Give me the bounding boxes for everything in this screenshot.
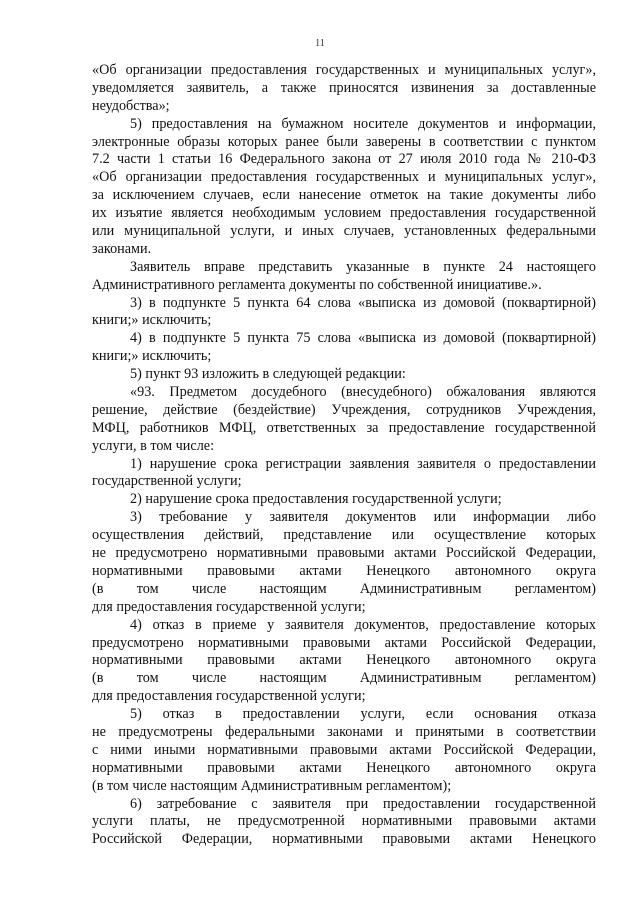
text-line: Административного регламента документы по собственной инициативе.». bbox=[92, 276, 542, 293]
text-line: их изъятие является необходимым условием предоставления государственной bbox=[92, 205, 596, 222]
text-line: книги;» исключить; bbox=[92, 348, 212, 365]
text-line: законами. bbox=[92, 240, 152, 257]
text-line: 5) отказ в предоставлении услуги, если основания отказа bbox=[130, 706, 596, 723]
text-line: нормативными правовыми актами Ненецкого автономного округа bbox=[92, 759, 596, 776]
text-line: государственной услуги; bbox=[92, 473, 242, 490]
text-line: 2) нарушение срока предоставления государственной услуги; bbox=[130, 491, 502, 508]
text-line: (в том числе настоящим Административным регламентом) bbox=[92, 580, 596, 597]
text-line: Заявитель вправе представить указанные в пункте 24 настоящего bbox=[130, 258, 596, 275]
text-line: 7.2 части 1 статьи 16 Федерального закона от 27 июля 2010 года № 210-ФЗ bbox=[92, 151, 596, 168]
text-line: книги;» исключить; bbox=[92, 312, 212, 329]
text-line: 3) требование у заявителя документов или информации либо bbox=[130, 509, 596, 526]
text-line: для предоставления государственной услуги; bbox=[92, 598, 366, 615]
text-line: «93. Предметом досудебного (внесудебного) обжалования являются bbox=[130, 384, 596, 401]
text-line: 1) нарушение срока регистрации заявления заявителя о предоставлении bbox=[130, 455, 596, 472]
text-line: услуги платы, не предусмотренной нормативными правовыми актами bbox=[92, 813, 596, 830]
text-line: услуги, в том числе: bbox=[92, 437, 215, 454]
page-number: 11 bbox=[315, 38, 325, 49]
text-line: осуществления действий, представление или осуществление которых bbox=[92, 527, 596, 544]
text-line: Российской Федерации, нормативными правовыми актами Ненецкого bbox=[92, 831, 596, 848]
text-line: 4) отказ в приеме у заявителя документов, предоставление которых bbox=[130, 616, 596, 633]
text-line: «Об организации предоставления государственных и муниципальных услуг», bbox=[92, 169, 596, 186]
text-line: 5) пункт 93 изложить в следующей редакции: bbox=[130, 366, 406, 383]
text-line: с ними иными нормативными правовыми актами Российской Федерации, bbox=[92, 741, 596, 758]
text-line: уведомляется заявитель, а также приносятся извинения за доставленные bbox=[92, 79, 596, 96]
text-line: 3) в подпункте 5 пункта 64 слова «выписка из домовой (поквартирной) bbox=[130, 294, 596, 311]
text-line: МФЦ, работников МФЦ, ответственных за предоставление государственной bbox=[92, 419, 596, 436]
text-line: решение, действие (бездействие) Учреждения, сотрудников Учреждения, bbox=[92, 401, 596, 418]
text-line: электронные образы которых ранее были заверены в соответствии с пунктом bbox=[92, 133, 596, 150]
text-line: неудобства»; bbox=[92, 97, 170, 114]
text-line: не предусмотрено нормативными правовыми актами Российской Федерации, bbox=[92, 545, 596, 562]
text-line: (в том числе настоящим Административным регламентом) bbox=[92, 670, 596, 687]
text-line: 6) затребование с заявителя при предоставлении государственной bbox=[130, 795, 596, 812]
text-line: «Об организации предоставления государственных и муниципальных услуг», bbox=[92, 62, 596, 78]
text-line: за исключением случаев, если нанесение отметок на такие документы либо bbox=[92, 187, 596, 204]
text-line: нормативными правовыми актами Ненецкого автономного округа bbox=[92, 562, 596, 579]
text-line: (в том числе настоящим Административным регламентом); bbox=[92, 777, 452, 794]
text-line: для предоставления государственной услуги; bbox=[92, 688, 366, 705]
text-line: не предусмотрены федеральными законами и принятыми в соответствии bbox=[92, 723, 596, 740]
text-line: или муниципальной услуги, и иных случаев, установленных федеральными bbox=[92, 223, 596, 240]
document-body bbox=[92, 62, 596, 849]
text-line: нормативными правовыми актами Ненецкого автономного округа bbox=[92, 652, 596, 669]
text-line: 4) в подпункте 5 пункта 75 слова «выписка из домовой (поквартирной) bbox=[130, 330, 596, 347]
text-line: предусмотрено нормативными правовыми актами Российской Федерации, bbox=[92, 634, 596, 651]
text-line: 5) предоставления на бумажном носителе документов и информации, bbox=[130, 115, 596, 132]
